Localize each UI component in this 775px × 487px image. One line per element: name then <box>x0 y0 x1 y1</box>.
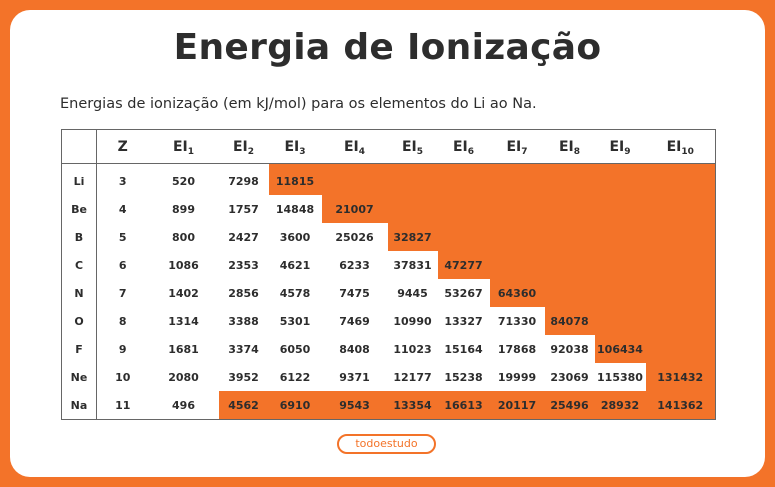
header-cell <box>269 130 322 164</box>
ionization-energy-cell: 4578 <box>279 286 311 300</box>
ionization-energy-cell: 115380 <box>597 370 643 384</box>
header-subscript: 9 <box>624 146 631 157</box>
empty-cell <box>545 164 595 196</box>
ionization-energy-cell: 4621 <box>279 258 311 272</box>
atomic-number: 7 <box>118 286 127 300</box>
header-subscript: 2 <box>247 146 255 157</box>
ionization-energy-cell: 17868 <box>497 342 537 356</box>
table-row <box>62 391 716 420</box>
element-symbol: N <box>62 279 97 307</box>
ionization-energy-cell: 12177 <box>393 370 432 384</box>
ionization-energy-cell: 25496 <box>545 391 595 420</box>
ionization-energy-cell: 6233 <box>339 258 370 272</box>
ionization-energy-cell: 1314 <box>168 314 199 328</box>
header-cell <box>545 130 595 164</box>
atomic-number: 6 <box>118 258 127 272</box>
ionization-energy-cell: 84078 <box>545 307 595 335</box>
ionization-energy-cell: 19999 <box>497 370 537 384</box>
empty-cell <box>646 195 716 223</box>
ionization-energy-cell: 37831 <box>393 258 432 272</box>
element-symbol: Li <box>62 164 97 196</box>
ionization-energy-cell: 800 <box>172 230 195 244</box>
header-subscript: 7 <box>521 146 528 157</box>
header-label: EI <box>666 138 682 155</box>
ionization-energy-cell: 7469 <box>339 314 370 328</box>
table-row <box>62 164 716 196</box>
empty-cell <box>646 279 716 307</box>
header-label: EI <box>558 138 574 155</box>
ionization-energy-cell: 28932 <box>595 391 646 420</box>
atomic-number: 3 <box>118 174 127 188</box>
empty-cell <box>595 279 646 307</box>
empty-cell <box>545 279 595 307</box>
header-label: EI <box>284 138 300 155</box>
ionization-energy-cell: 7298 <box>228 174 259 188</box>
header-subscript: 6 <box>467 146 475 157</box>
element-symbol: Ne <box>62 363 97 391</box>
table-body <box>62 164 716 420</box>
ionization-energy-cell: 4562 <box>219 391 269 420</box>
empty-cell <box>490 164 545 196</box>
ionization-energy-cell: 2856 <box>228 286 259 300</box>
element-symbol: B <box>62 223 97 251</box>
atomic-number: 5 <box>118 230 127 244</box>
empty-cell <box>545 223 595 251</box>
table-row <box>62 251 716 279</box>
ionization-energy-cell: 23069 <box>550 370 589 384</box>
ionization-energy-cell: 9371 <box>339 370 370 384</box>
empty-cell <box>322 164 388 196</box>
ionization-energy-cell: 11815 <box>269 164 322 196</box>
ionization-energy-cell: 53267 <box>444 286 483 300</box>
atomic-number: 8 <box>118 314 127 328</box>
header-label: EI <box>172 138 188 155</box>
empty-cell <box>646 335 716 363</box>
ionization-energy-cell: 141362 <box>646 391 716 420</box>
table-row <box>62 307 716 335</box>
ionization-energy-cell: 3952 <box>228 370 259 384</box>
ionization-energy-cell: 25026 <box>335 230 374 244</box>
table-row <box>62 279 716 307</box>
header-cell <box>490 130 545 164</box>
ionization-energy-cell: 2353 <box>228 258 259 272</box>
ionization-energy-cell: 1757 <box>228 202 259 216</box>
empty-cell <box>545 251 595 279</box>
ionization-energy-cell: 14848 <box>275 202 315 216</box>
ionization-energy-cell: 32827 <box>388 223 438 251</box>
header-label: Z <box>117 138 128 155</box>
ionization-energy-cell: 11023 <box>393 342 432 356</box>
header-label: EI <box>232 138 248 155</box>
header-subscript: 8 <box>573 146 581 157</box>
atomic-number: 11 <box>115 398 131 412</box>
ionization-energy-cell: 106434 <box>595 335 646 363</box>
header-subscript: 4 <box>358 146 366 157</box>
header-label: EI <box>609 138 625 155</box>
ionization-energy-table <box>61 129 716 420</box>
ionization-energy-cell: 2080 <box>168 370 199 384</box>
ionization-energy-cell: 3388 <box>228 314 259 328</box>
ionization-energy-cell: 899 <box>172 202 195 216</box>
ionization-energy-cell: 13327 <box>444 314 483 328</box>
header-cell <box>438 130 490 164</box>
ionization-energy-cell: 6122 <box>279 370 311 384</box>
empty-cell <box>595 195 646 223</box>
empty-cell <box>388 164 438 196</box>
empty-cell <box>595 251 646 279</box>
header-cell <box>595 130 646 164</box>
ionization-energy-cell: 496 <box>172 398 195 412</box>
ionization-energy-cell: 20117 <box>490 391 545 420</box>
header-subscript: 3 <box>299 146 306 157</box>
empty-cell <box>490 195 545 223</box>
ionization-energy-cell: 71330 <box>497 314 537 328</box>
ionization-energy-cell: 9543 <box>322 391 388 420</box>
element-symbol: O <box>62 307 97 335</box>
header-cell <box>322 130 388 164</box>
header-label: EI <box>506 138 522 155</box>
ionization-energy-cell: 5301 <box>279 314 311 328</box>
header-subscript: 1 <box>187 146 195 157</box>
header-subscript: 10 <box>681 146 694 157</box>
ionization-energy-cell: 6910 <box>269 391 322 420</box>
ionization-energy-cell: 131432 <box>646 363 716 391</box>
ionization-energy-cell: 7475 <box>339 286 370 300</box>
page-subtitle: Energias de ionização (em kJ/mol) para os elementos do Li ao Na. <box>60 96 537 112</box>
ionization-energy-cell: 1681 <box>168 342 199 356</box>
empty-cell <box>646 164 716 196</box>
header-element-corner <box>62 130 97 164</box>
atomic-number: 9 <box>118 342 127 356</box>
ionization-energy-cell: 3600 <box>279 230 311 244</box>
element-symbol: Be <box>62 195 97 223</box>
empty-cell <box>595 223 646 251</box>
ionization-energy-cell: 3374 <box>228 342 259 356</box>
ionization-energy-cell: 47277 <box>438 251 490 279</box>
table-header-row <box>62 130 716 164</box>
ionization-energy-cell: 8408 <box>339 342 370 356</box>
empty-cell <box>438 164 490 196</box>
empty-cell <box>388 195 438 223</box>
empty-cell <box>545 195 595 223</box>
ionization-energy-cell: 1402 <box>168 286 199 300</box>
header-cell <box>149 130 219 164</box>
empty-cell <box>646 307 716 335</box>
empty-cell <box>595 164 646 196</box>
table-row <box>62 363 716 391</box>
header-cell <box>219 130 269 164</box>
ionization-energy-cell: 13354 <box>388 391 438 420</box>
brand-badge: todoestudo <box>337 434 436 454</box>
ionization-energy-cell: 520 <box>172 174 195 188</box>
table-row <box>62 195 716 223</box>
atomic-number: 4 <box>118 202 127 216</box>
element-symbol: C <box>62 251 97 279</box>
atomic-number: 10 <box>115 370 131 384</box>
header-cell <box>646 130 716 164</box>
header-label: EI <box>343 138 359 155</box>
ionization-energy-cell: 64360 <box>490 279 545 307</box>
ionization-energy-cell: 21007 <box>322 195 388 223</box>
empty-cell <box>595 307 646 335</box>
empty-cell <box>438 223 490 251</box>
empty-cell <box>490 223 545 251</box>
header-subscript: 5 <box>416 146 424 157</box>
empty-cell <box>646 223 716 251</box>
header-cell <box>388 130 438 164</box>
header-cell <box>97 130 149 164</box>
ionization-energy-cell: 1086 <box>168 258 199 272</box>
empty-cell <box>490 251 545 279</box>
ionization-energy-cell: 16613 <box>438 391 490 420</box>
ionization-energy-cell: 15238 <box>444 370 483 384</box>
empty-cell <box>646 251 716 279</box>
ionization-energy-cell: 6050 <box>279 342 311 356</box>
element-symbol: Na <box>62 391 97 420</box>
ionization-energy-cell: 9445 <box>397 286 428 300</box>
ionization-energy-cell: 92038 <box>550 342 589 356</box>
header-label: EI <box>452 138 468 155</box>
ionization-energy-cell: 2427 <box>228 230 259 244</box>
element-symbol: F <box>62 335 97 363</box>
header-label: EI <box>401 138 417 155</box>
page-title: Energia de Ionização <box>173 27 602 68</box>
empty-cell <box>438 195 490 223</box>
table-row <box>62 223 716 251</box>
ionization-energy-cell: 10990 <box>393 314 432 328</box>
ionization-energy-cell: 15164 <box>444 342 483 356</box>
table-row <box>62 335 716 363</box>
